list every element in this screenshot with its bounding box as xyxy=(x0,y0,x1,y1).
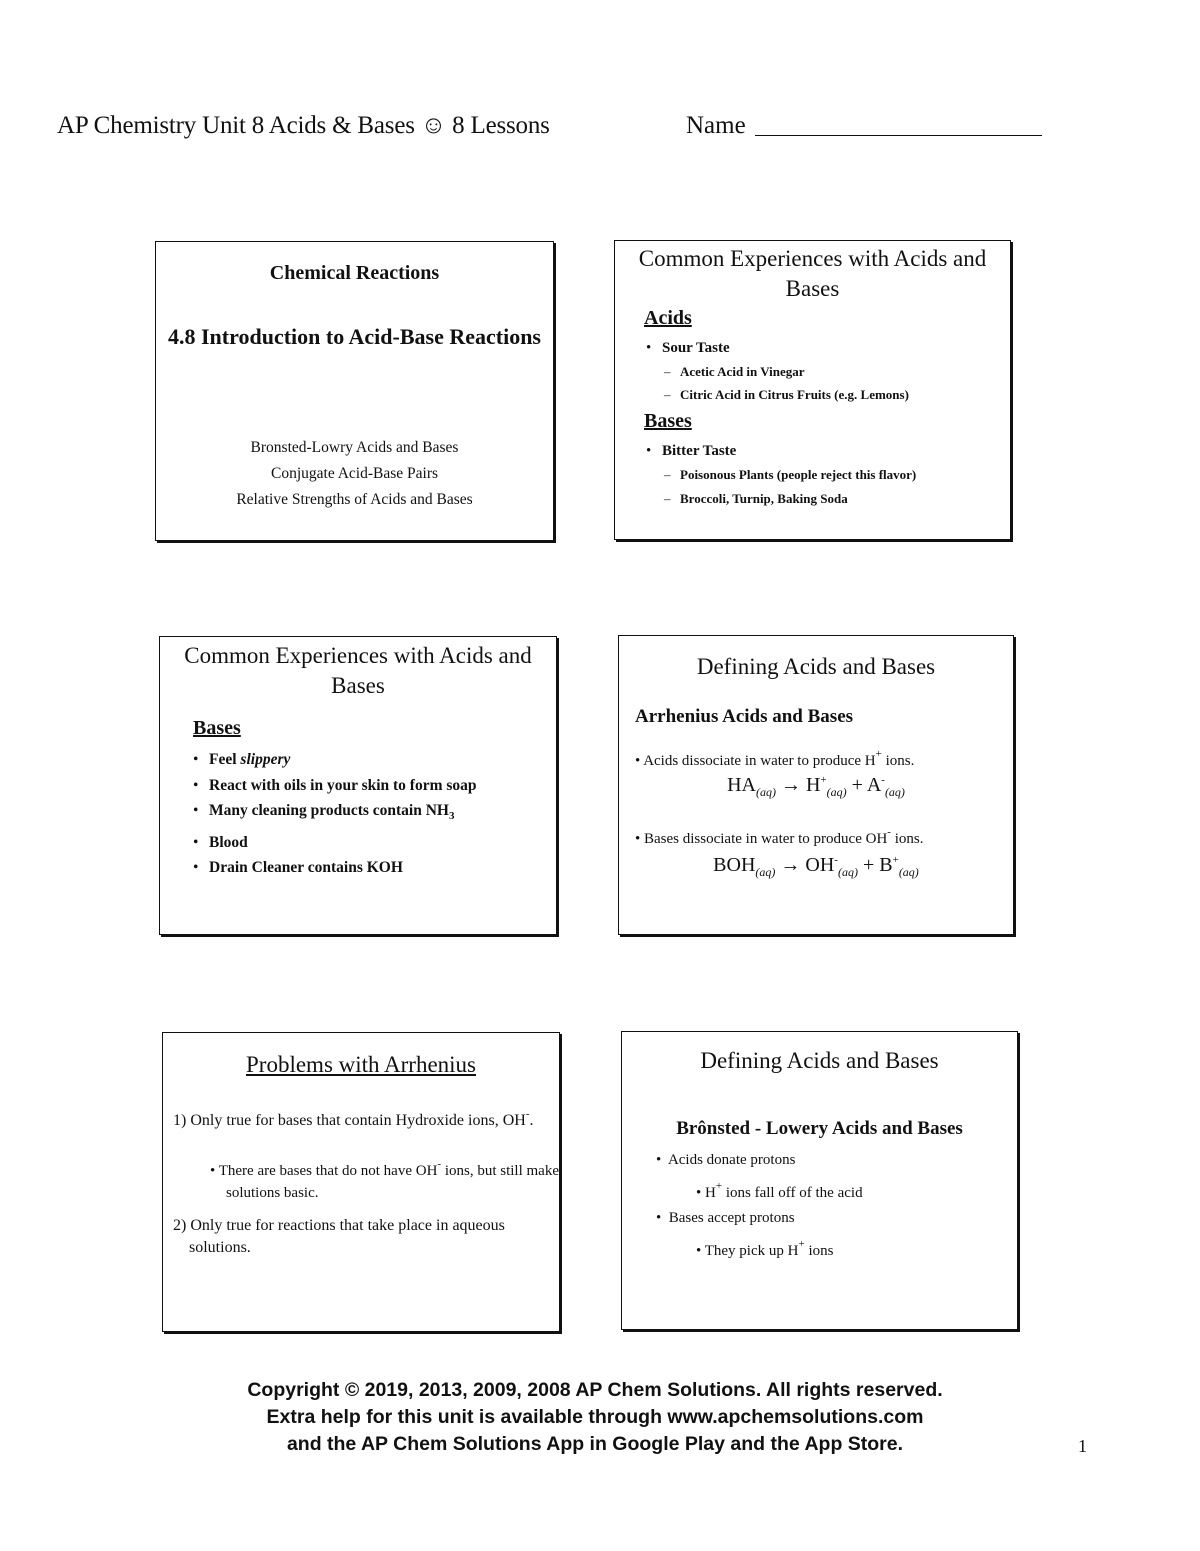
name-label: Name xyxy=(686,112,746,139)
bases-heading: Bases xyxy=(644,410,692,432)
bases-list xyxy=(193,747,477,881)
base-dissociation-equation: $BOH_{(aq)} \to OH^-_{(aq)} + B^+_{(aq)}$ xyxy=(713,854,919,879)
list-item: • Blood xyxy=(193,830,477,856)
sub-list-item: – Citric Acid in Citrus Fruits (e.g. Lemons) xyxy=(662,383,909,406)
bases-list xyxy=(646,440,916,511)
copyright-footer xyxy=(0,1377,1190,1458)
problem-2: 2) Only true for reactions that take place in aqueous solutions. xyxy=(173,1217,505,1256)
list-item: • Drain Cleaner contains KOH xyxy=(193,855,477,881)
footer-line: Copyright © 2019, 2013, 2009, 2008 AP Chem Solutions. All rights reserved. xyxy=(247,1379,943,1401)
acid-dissociation-equation: $HA_{(aq)} \to H^+_{(aq)} + A^-_{(aq)}$ xyxy=(727,774,905,799)
sub-list-item: – Acetic Acid in Vinegar xyxy=(662,360,909,383)
footer-line: and the AP Chem Solutions App in Google Play and the App Store. xyxy=(286,1433,904,1455)
sub-list-item: • H+ ions fall off of the acid xyxy=(696,1179,863,1201)
slide-common-experiences-acids-bases xyxy=(614,240,1011,540)
arrhenius-heading: Arrhenius Acids and Bases xyxy=(635,706,854,727)
list-item: • React with oils in your skin to form soap xyxy=(193,773,477,799)
acids-heading: Acids xyxy=(644,307,692,329)
page-header-title: AP Chemistry Unit 8 Acids & Bases ☺ 8 Lessons xyxy=(57,112,550,139)
slide-problems-arrhenius xyxy=(162,1032,560,1332)
problem-1: 1) Only true for bases that contain Hydroxide ions, OH-. xyxy=(173,1108,534,1129)
list-item: • Many cleaning products contain $NH_3$ xyxy=(193,798,477,830)
subtopic-item: Relative Strengths of Acids and Bases xyxy=(236,491,473,508)
sub-list-item: – Broccoli, Turnip, Baking Soda xyxy=(662,487,916,511)
slide-title: Defining Acids and Bases xyxy=(700,1048,939,1073)
list-item: • Acids donate protons xyxy=(656,1152,796,1168)
acid-definition-bullet: • Acids dissociate in water to produce H+ ions. xyxy=(635,748,915,769)
bases-heading: Bases xyxy=(193,717,241,739)
slide-title: Chemical Reactions xyxy=(269,262,440,284)
bullet-text: Sour Taste xyxy=(662,340,730,356)
acids-list xyxy=(646,337,909,406)
footer-line: Extra help for this unit is available through www.apchemsolutions.com xyxy=(266,1406,924,1428)
list-item: • Feel slippery xyxy=(193,747,477,773)
page-number: 1 xyxy=(1078,1436,1087,1456)
slide-title: Problems with Arrhenius xyxy=(246,1052,476,1077)
subtopic-list xyxy=(156,435,553,513)
subtopic-item: Conjugate Acid-Base Pairs xyxy=(270,465,439,482)
slide-heading: 4.8 Introduction to Acid-Base Reactions xyxy=(168,324,541,349)
list-item: • Bases accept protons xyxy=(656,1210,795,1226)
problem-1-detail: • There are bases that do not have OH- ions, but still make solutions basic. xyxy=(210,1158,559,1201)
list-item xyxy=(646,440,916,511)
slide-intro xyxy=(155,241,554,541)
slide-title: Common Experiences with Acids and Bases xyxy=(184,643,532,698)
subtopic-item: Bronsted-Lowry Acids and Bases xyxy=(250,439,459,456)
slide-bronsted-lowry xyxy=(621,1031,1018,1330)
bronsted-lowry-heading: Brônsted - Lowery Acids and Bases xyxy=(676,1118,963,1139)
bronsted-list xyxy=(656,1148,863,1264)
base-definition-bullet: • Bases dissociate in water to produce OH- ions. xyxy=(635,826,924,847)
bullet-text: Bitter Taste xyxy=(662,443,737,459)
sub-list-item: – Poisonous Plants (people reject this flavor) xyxy=(662,463,916,487)
list-item xyxy=(646,337,909,406)
sub-list-item: • They pick up H+ ions xyxy=(696,1237,834,1259)
slide-title: Defining Acids and Bases xyxy=(696,654,936,679)
slide-arrhenius xyxy=(618,635,1014,935)
slide-common-experiences-bases xyxy=(159,636,557,935)
slide-title: Common Experiences with Acids and Bases xyxy=(638,246,987,301)
name-blank-line xyxy=(755,135,1042,136)
